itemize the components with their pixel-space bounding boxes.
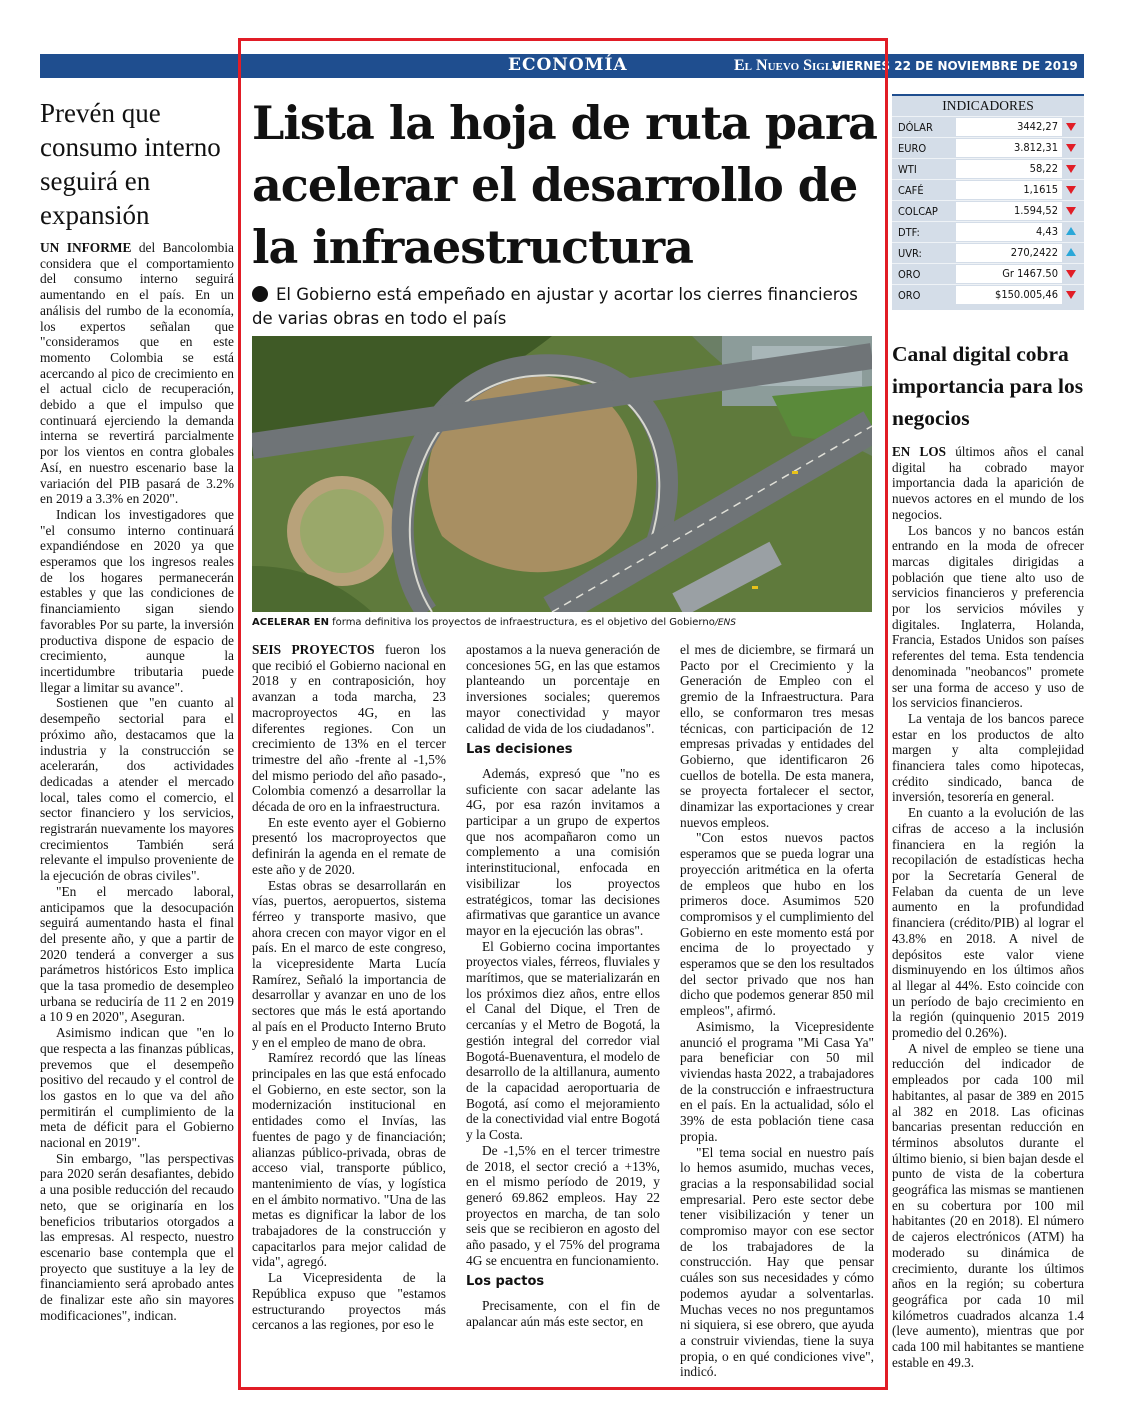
indicator-name: COLCAP (898, 205, 938, 218)
left-article-paragraph: "En el mercado laboral, anticipamos que la desocupación seguirá aumentando hasta el final del presente año, y que a partir de 2020 tenderá a converger a sus parámetros históricos Esto implica que la tasa promedio de desempleo urbana se reduciría de 11 2 en 2019 a 10 9 en 2020", Aseguran. (40, 883, 234, 1025)
arrow-up-icon (1066, 227, 1076, 235)
right-article-paragraph: A nivel de empleo se tiene una reducción del indicador de empleados por cada 100 mil habitantes, al pasar de 389 en 2015 al 382 en 2018. Las oficinas bancarias presentan reducción en términos absolutos durante el último bienio, si bien bajan desde el punto de vista de la cobertura geográfica las mismas se mantienen en su cobertura por 100 mil habitantes (20 en 2018). El número de cajeros electrónicos (ATM) ha moderado su dinámica de crecimiento, durante los últimos años en la región; su cobertura geográfica por cada 10 mil kilómetros cuadrados alcanza 1.4 (leve aumento), mientras que por cada 100 mil habitantes se mantiene estable en 49.3. (892, 1040, 1084, 1370)
section-name: ECONOMÍA (508, 55, 628, 75)
bullet-icon (252, 286, 268, 302)
indicator-row (892, 158, 1084, 179)
arrow-down-icon (1066, 123, 1076, 131)
main-article-paragraph: De -1,5% en el tercer trimestre de 2018, el sector creció a +13%, en el mismo período de 2019, y generó 69.862 empleos. Hay 22 proyectos en marcha, de tan solo seis que se recibieron en agosto del año pasado, y el 75% del programa 4G se encuentra en funcionamiento. (466, 1142, 660, 1268)
arrow-down-icon (1066, 291, 1076, 299)
indicator-name: ORO (898, 289, 921, 302)
main-article-paragraph: "Con estos nuevos pactos esperamos que se pueda lograr una proyección aritmética en la oferta de empleos que hubo en los primeros doce. Asumimos 520 compromisos y el cumplimiento del Gobierno en este momento está por encima de lo proyectado y esperamos que se den los resultados del sector privado que nos han dicho que podemos generar 850 mil empleos", afirmó. (680, 830, 874, 1019)
main-article-paragraph: En este evento ayer el Gobierno presentó los macroproyectos que definirán la agenda en el remate de este año y de 2020. (252, 814, 446, 877)
indicator-name: CAFÉ (898, 184, 924, 197)
indicator-value: 1.594,52 (956, 202, 1062, 220)
left-article-paragraph (40, 240, 234, 507)
main-article-paragraph: apostamos a la nueva generación de concesiones 5G, en las que estamos planteando un porcentaje en inversiones sociales; queremos mayor conectividad y mayor calidad de vida de los ciudadanos". (466, 642, 660, 736)
left-article-paragraph: Indican los investigadores que "el consumo interno continuará expandiéndose en 2020 ya que esperamos que los ingresos reales de los hogares permanecerán estables y que las condiciones de financiamiento sigan siendo favorables Por su parte, la inversión productiva dispone de espacio de crecimiento, aunque la incertidumbre tributaria puede llegar a limitar su avance". (40, 506, 234, 695)
indicator-name: DÓLAR (898, 121, 933, 134)
indicator-name: DTF: (898, 226, 920, 239)
main-article-paragraph: "El tema social en nuestro país lo hemos asumido, muchas veces, gracias a la responsabilidad social empresarial. Pero este sector debe tener visibilización y tener un compromiso mayor con ese sector de los trabajadores de la construcción. Hay que pensar cuáles son sus necesidades y cómo podemos ayudar a solventarlas. Muchas veces no nos preguntamos ni siquiera, si ese obrero, que ayuda a construir viviendas, tiene la suya propia, o en qué condiciones vive", indicó. (680, 1144, 874, 1380)
indicators-rows (892, 116, 1084, 305)
main-article-paragraph: Precisamente, con el fin de apalancar aún más este sector, en (466, 1298, 660, 1329)
indicator-row (892, 221, 1084, 242)
page-number: 3B (1098, 54, 1125, 75)
main-article-title: Lista la hoja de ruta para acelerar el desarrollo de la infraestructura (252, 96, 877, 274)
indicator-row (892, 179, 1084, 200)
indicators-title: INDICADORES (942, 98, 1034, 113)
left-article (40, 96, 234, 1324)
arrow-down-icon (1066, 207, 1076, 215)
arrow-down-icon (1066, 186, 1076, 194)
infrastructure-photo (252, 336, 872, 612)
left-article-text: del Bancolombia considera que el comportamiento del consumo interno seguirá aumentando en el país. En un análisis del rumbo de la economía, los expertos señalan que "consideramos que en este momento Colombia se está acercando al pico de crecimiento en el actual ciclo de recuperación, debido a que el impulso que continuará ejerciendo la demanda interna se revertirá parcialmente por los vientos en contra globales Así, en nuestro escenario base la variación del PIB pasará de 3.2% en 2019 a 3.3% en 2020". (40, 240, 234, 507)
main-article-lead: SEIS PROYECTOS (252, 642, 375, 657)
main-article-subtitle (252, 283, 880, 331)
right-article-title: Canal digital cobra importancia para los negocios (892, 342, 1084, 430)
indicator-name: UVR: (898, 247, 922, 260)
photo-caption (252, 616, 882, 630)
left-article-paragraph: Asimismo indican que "en lo que respecta a las finanzas públicas, prevemos que el desempeño positivo del recaudo y el control de los gastos en lo que va del año permitirán el cumplimiento de la meta de déficit para el Gobierno nacional en 2019". (40, 1025, 234, 1151)
caption-lead: ACELERAR EN (252, 617, 329, 628)
main-article-paragraph: La Vicepresidenta de la República expuso que "estamos estructurando proyectos más cercanos a las regiones, por eso le (252, 1270, 446, 1333)
arrow-down-icon (1066, 144, 1076, 152)
indicator-value: 3442,27 (956, 118, 1062, 136)
main-article-paragraph: El Gobierno cocina importantes proyectos viales, férreos, fluviales y marítimos, que se materializarán en los próximos diez años, entre ellos el Canal del Dique, el Tren de cercanías y el Metro de Bogotá, la gestión integral del corredor vial Bogotá-Buenaventura, el modelo de desarrollo de la altillanura, aumento de la capacidad aeroportuaria de Bogotá, así como el mejoramiento de la conectividad vial entre Bogotá y la Costa. (466, 938, 660, 1143)
masthead: El Nuevo Siglo (734, 57, 841, 74)
left-article-paragraph: Sostienen que "en cuanto al desempeño sectorial para el próximo año, destacamos que la industria y la construcción se acelerarán, dos actividades dedicadas a atender el mercado local, tales como el comercio, el sector financiero y los servicios, registrarán nuevamente los mayores crecimientos También será relevante el impulso proveniente de la ejecución de obras civiles". (40, 695, 234, 884)
indicators-table (892, 94, 1084, 310)
main-article-column-1 (252, 642, 446, 1333)
indicator-row (892, 242, 1084, 263)
left-article-lead: UN INFORME (40, 240, 132, 255)
arrow-down-icon (1066, 165, 1076, 173)
indicator-value: 270,2422 (956, 244, 1062, 262)
main-article-paragraph: Asimismo, la Vicepresidente anunció el programa "Mi Casa Ya" para beneficiar con 50 mil viviendas hasta 2022, a trabajadores de la construcción e infraestructura en el país. En la actualidad, sólo el 39% de esta población tiene casa propia. (680, 1018, 874, 1144)
indicator-value: 4,43 (956, 223, 1062, 241)
right-article-text: últimos años el canal digital ha cobrado mayor importancia dada la aparición de nuevos actores en el mundo de los negocios. (892, 444, 1084, 522)
main-article-paragraph: Estas obras se desarrollarán en vías, puertos, aeropuertos, sistema férreo y transporte masivo, que ahora crecen con mayor vigor en el país. En el marco de este congreso, la vicepresidente Marta Lucía Ramírez, Señaló la importancia de desarrollar y avanzar en uno de los sectores que más le está aportando al país en el Producto Interno Bruto y en el empleo de mano de obra. (252, 877, 446, 1050)
right-article-paragraph: La ventaja de los bancos parece estar en los productos de alto margen y alta complejidad financiera tales como hipotecas, crédito sindicado, banca de inversión, tesorería en general. (892, 710, 1084, 805)
caption-text: forma definitiva los proyectos de infraestructura, es el objetivo del Gobierno (328, 617, 715, 628)
indicator-name: EURO (898, 142, 927, 155)
aerial-interchange-image (252, 336, 872, 612)
right-article-paragraph (892, 444, 1084, 523)
main-article-paragraph: el mes de diciembre, se firmará un Pacto por el Crecimiento y la Generación de Empleo con el gremio de la Infraestructura. Para ello, se conformaron tres mesas técnicas, con participación de 12 empresas privadas y entidades del Gobierno, que identificaron 26 cuellos de botella. De esta manera, se proyecta fortalecer el sector, dinamizar las exportaciones y crear nuevos empleos. (680, 642, 874, 830)
right-article-paragraph: En cuanto a la evolución de las cifras de acceso a la inclusión financiera en la región la recopilación de estadísticas hecha por la Secretaría General de Felaban da cuenta de un leve aumento en la profundidad financiera (crédito/PIB) al lograr el 43.8% en 2018. A nivel de depósitos este valor viene disminuyendo en los últimos años al llegar al 44%. Esto coincide con un período de bajo crecimiento en la región (quinquenio 2015 2019 promedio del 0.26%). (892, 805, 1084, 1041)
indicator-row (892, 284, 1084, 305)
indicator-value: Gr 1467.50 (956, 265, 1062, 283)
right-article-body (892, 444, 1084, 1370)
main-article-subtitle-text: El Gobierno está empeñado en ajustar y acortar los cierres financieros de varias obras en todo el país (252, 285, 858, 328)
indicator-name: ORO (898, 268, 921, 281)
main-article-column-3 (680, 642, 874, 1380)
indicator-row (892, 116, 1084, 137)
main-article-paragraph: Ramírez recordó que las líneas principales en las que está enfocado el Gobierno, en este sector, son la modernización institucional en entidades como el Invías, las fuentes de pago y de financiación; alianzas público-privada, obras de acceso vial, transporte público, mantenimiento de vías, y logística en el ámbito normativo. "Una de las metas es dignificar la labor de los trabajadores de la construcción y capacitarlos para mejor calidad de vida", agregó. (252, 1050, 446, 1270)
right-article (892, 338, 1084, 1370)
main-article-paragraph: Además, expresó que "no es suficiente con sacar adelante las 4G, por esa razón invitamos a participar a un grupo de expertos que nos acompañaron como un complemento a una comisión interinstitucional, enfocada en visibilizar los proyectos estratégicos, tomar las decisiones afirmativas que garantice un avance mayor en la ejecución las obras". (466, 765, 660, 938)
photo-credit: /ENS (714, 618, 736, 628)
indicator-value: 58,22 (956, 160, 1062, 178)
left-article-title: Prevén que consumo interno seguirá en expansión (40, 98, 221, 230)
issue-date: VIERNES 22 DE NOVIEMBRE DE 2019 (832, 59, 1078, 73)
arrow-down-icon (1066, 270, 1076, 278)
right-article-lead: EN LOS (892, 444, 946, 459)
main-article-column-2 (466, 642, 660, 1330)
main-article-paragraph (252, 642, 446, 815)
right-article-paragraph: Los bancos y no bancos están entrando en la moda de ofrecer marcas digitales dirigidas a población que tiene alto uso de servicios financieros y preferencia por los servicios móviles y digitales. Inglaterra, Holanda, Francia, Estados Unidos son países referentes del tema. Esta tendencia denominada "neobancos" promete ser una forma de acceso y uso de los servicios financieros. (892, 522, 1084, 711)
subheading-pactos: Los pactos (466, 1274, 545, 1290)
subheading-decisiones: Las decisiones (466, 742, 573, 758)
indicator-row (892, 263, 1084, 284)
indicator-row (892, 200, 1084, 221)
indicator-value: 3.812,31 (956, 139, 1062, 157)
indicator-row (892, 137, 1084, 158)
section-banner (40, 54, 1125, 78)
indicator-value: 1,1615 (956, 181, 1062, 199)
left-article-body (40, 240, 234, 1324)
arrow-up-icon (1066, 248, 1076, 256)
main-article-text: fueron los que recibió el Gobierno nacional en 2018 y en contraposición, hoy avanzan a toda marcha, 23 macroproyectos 4G, en las diferentes regiones. Con un crecimiento de 13% en el tercer trimestre del año -frente al -1,5% del mismo periodo del año pasado-, Colombia comenzó a desarrollar la década de oro en la infraestructura. (252, 642, 446, 815)
indicator-value: $150.005,46 (956, 286, 1062, 304)
indicator-name: WTI (898, 163, 917, 176)
left-article-paragraph: Sin embargo, "las perspectivas para 2020 serán desafiantes, debido a una posible reducción del recaudo neto, que se originaría en los beneficios tributarios otorgados a las empresas. Al respecto, nuestro escenario base contempla que el proyecto que sustituye a la ley de financiamiento será aprobado antes de finalizar este año sin mayores modificaciones", indican. (40, 1150, 234, 1323)
